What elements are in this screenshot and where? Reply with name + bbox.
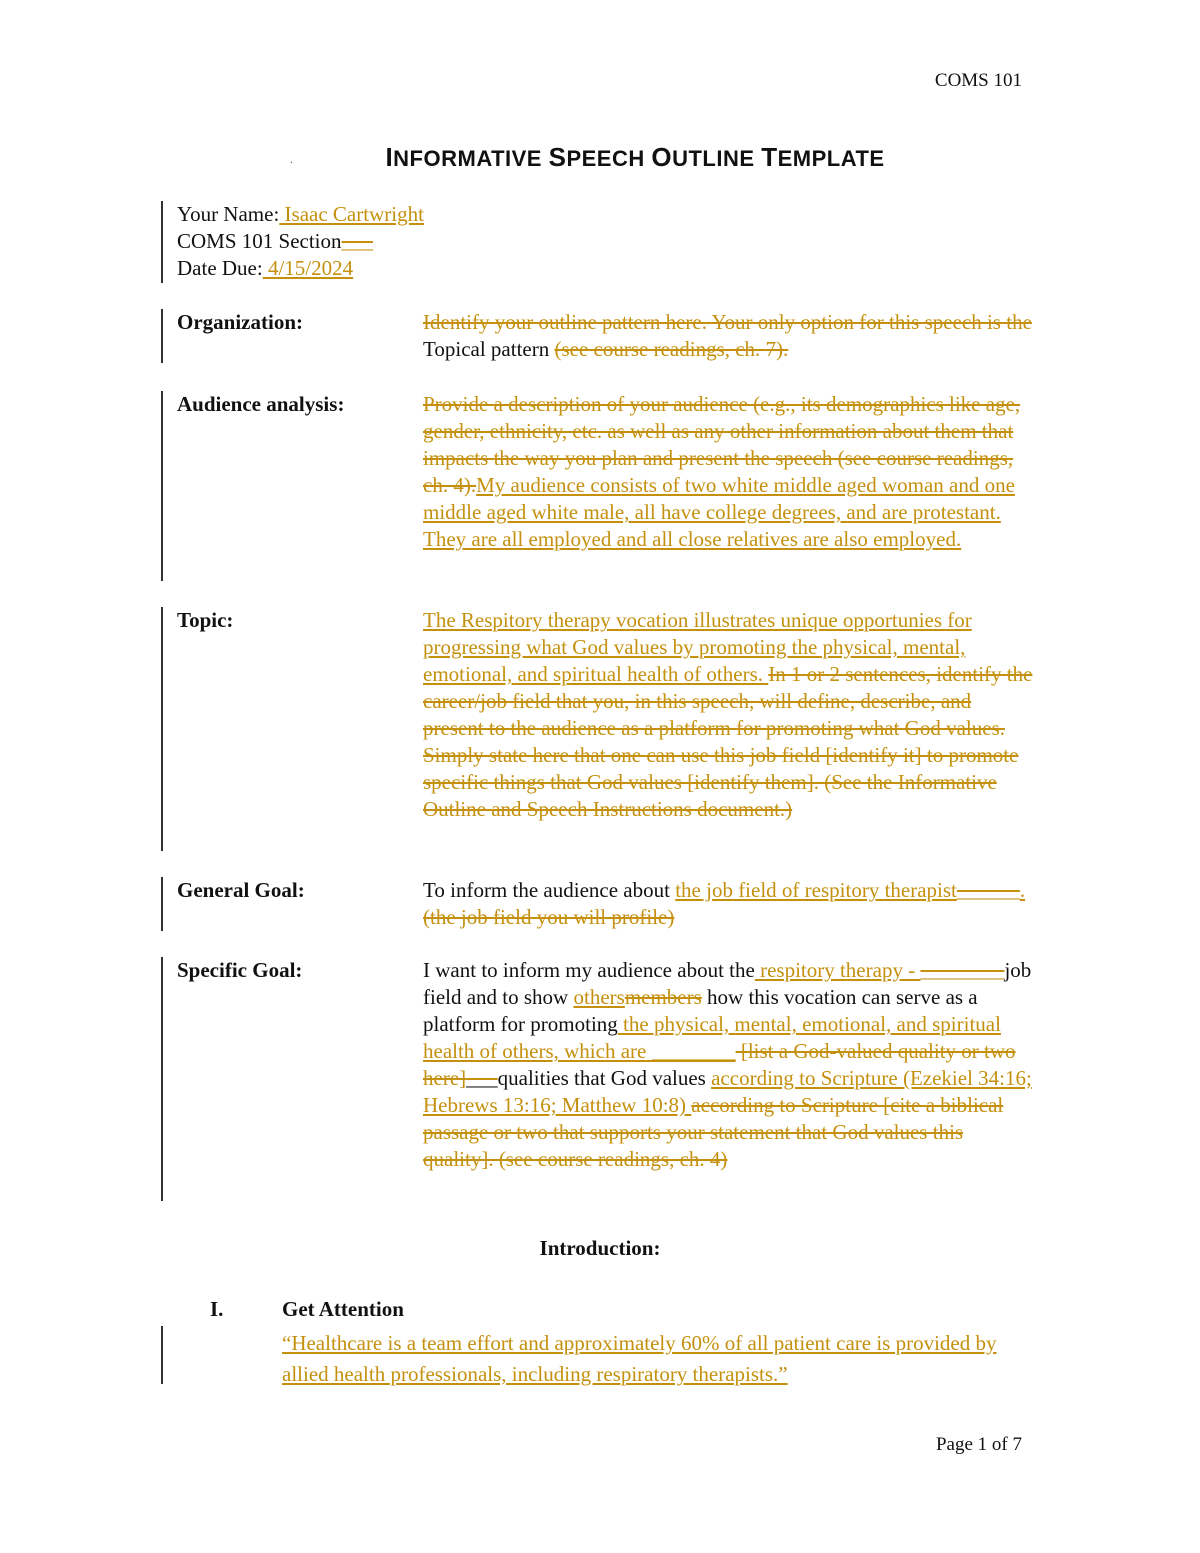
plain-text: how this vocation can serve as a platform for promoting bbox=[423, 985, 978, 1036]
change-bar bbox=[161, 1326, 163, 1384]
specific-goal-label: Specific Goal: bbox=[177, 958, 303, 982]
deleted-text: [list a God-valued quality or two here] bbox=[423, 1039, 1016, 1090]
name-value[interactable]: Isaac Cartwright bbox=[279, 202, 424, 226]
name-label: Your Name: bbox=[177, 202, 280, 226]
change-bar bbox=[161, 309, 163, 363]
plain-text: job field and to show bbox=[423, 958, 1032, 1009]
inserted-text: the physical, mental, emotional, and spiritual health of others, which are bbox=[423, 1012, 1001, 1063]
inserted-text: others bbox=[573, 985, 625, 1009]
deleted-text: (see course readings, ch. 7). bbox=[554, 337, 789, 361]
specific-goal-content[interactable] bbox=[423, 957, 1033, 1173]
deleted-text: members bbox=[624, 985, 702, 1009]
section-value[interactable]: ___ bbox=[341, 229, 374, 253]
deleted-text: Identify your outline pattern here. Your only option for this speech is the bbox=[423, 310, 1032, 334]
change-bar bbox=[161, 877, 163, 931]
due-label: Date Due: bbox=[177, 256, 263, 280]
deleted-text: Provide a description of your audience (e.g., its demographics like age, gender, ethnicity, etc. as well as any other information about them that impacts the way you plan and present the speech (see course readings, ch. 4). bbox=[423, 392, 1021, 497]
change-bar bbox=[161, 391, 163, 581]
topic-content[interactable] bbox=[423, 607, 1033, 823]
audience-analysis-label: Audience analysis: bbox=[177, 392, 345, 416]
inserted-text: respitory therapy - bbox=[754, 958, 921, 982]
organization-label: Organization: bbox=[177, 310, 303, 334]
due-date-line bbox=[177, 255, 353, 282]
page-header-course: COMS 101 bbox=[934, 70, 1022, 91]
general-goal-content[interactable] bbox=[423, 877, 1033, 931]
plain-text: To inform the audience about bbox=[423, 878, 676, 902]
change-bar bbox=[161, 201, 163, 283]
deleted-text: according to Scripture [cite a biblical passage or two that supports your statement that God values this quality]. (see course readings, ch. 4) bbox=[423, 1093, 1004, 1171]
inserted-blank: ________ bbox=[651, 1039, 736, 1063]
introduction-heading: Introduction: bbox=[539, 1236, 661, 1260]
deleted-text: (the job field you will profile) bbox=[423, 905, 675, 929]
inserted-text: according to Scripture (Ezekiel 34:16; Hebrews 13:16; Matthew 10:8) bbox=[423, 1066, 1032, 1117]
inserted-text: The Respitory therapy vocation illustrates unique opportunies for progressing what God values by promoting the physical, mental, emotional, and spiritual health of others. bbox=[423, 608, 972, 686]
change-bar bbox=[161, 607, 163, 851]
deleted-blank: ________ bbox=[920, 958, 1005, 982]
document-title: INFORMATIVE SPEECH OUTLINE TEMPLATE bbox=[385, 142, 885, 172]
inserted-text: the job field of respitory therapist bbox=[675, 878, 957, 902]
due-value[interactable]: 4/15/2024 bbox=[262, 256, 354, 280]
attention-quote[interactable]: “Healthcare is a team effort and approximately 60% of all patient care is provided by allied health professionals, including respiratory therapists.” bbox=[282, 1331, 997, 1386]
deleted-blank: ______ bbox=[956, 878, 1020, 902]
small-mark: . bbox=[290, 152, 293, 166]
section-label: COMS 101 Section bbox=[177, 229, 342, 253]
plain-text: qualities that God values bbox=[497, 1066, 712, 1090]
get-attention-heading: Get Attention bbox=[282, 1297, 404, 1321]
your-name-line bbox=[177, 201, 424, 228]
inserted-text: . bbox=[1019, 878, 1026, 902]
section-line bbox=[177, 228, 373, 255]
plain-text: I want to inform my audience about the bbox=[423, 958, 755, 982]
topic-label: Topic: bbox=[177, 608, 234, 632]
audience-analysis-content[interactable] bbox=[423, 391, 1033, 553]
outline-numeral: I. bbox=[210, 1297, 224, 1321]
deleted-blank: ___ bbox=[466, 1066, 498, 1090]
change-bar bbox=[161, 957, 163, 1201]
general-goal-label: General Goal: bbox=[177, 878, 305, 902]
inserted-text: My audience consists of two white middle aged woman and one middle aged white male, all have college degrees, and are protestant. They are all employed and all close relatives are also employed. bbox=[423, 473, 1015, 551]
plain-text: Topical pattern bbox=[423, 337, 555, 361]
page-number: Page 1 of 7 bbox=[935, 1434, 1022, 1455]
deleted-text: In 1 or 2 sentences, identify the career/job field that you, in this speech, will define, describe, and present to the audience as a platform for promoting what God values. Simply state here that one can use this job field [identify it] to promote specific things that God values [identify them]. (See the Informative Outline and Speech Instructions document.) bbox=[423, 662, 1033, 821]
organization-content[interactable] bbox=[423, 309, 1033, 363]
